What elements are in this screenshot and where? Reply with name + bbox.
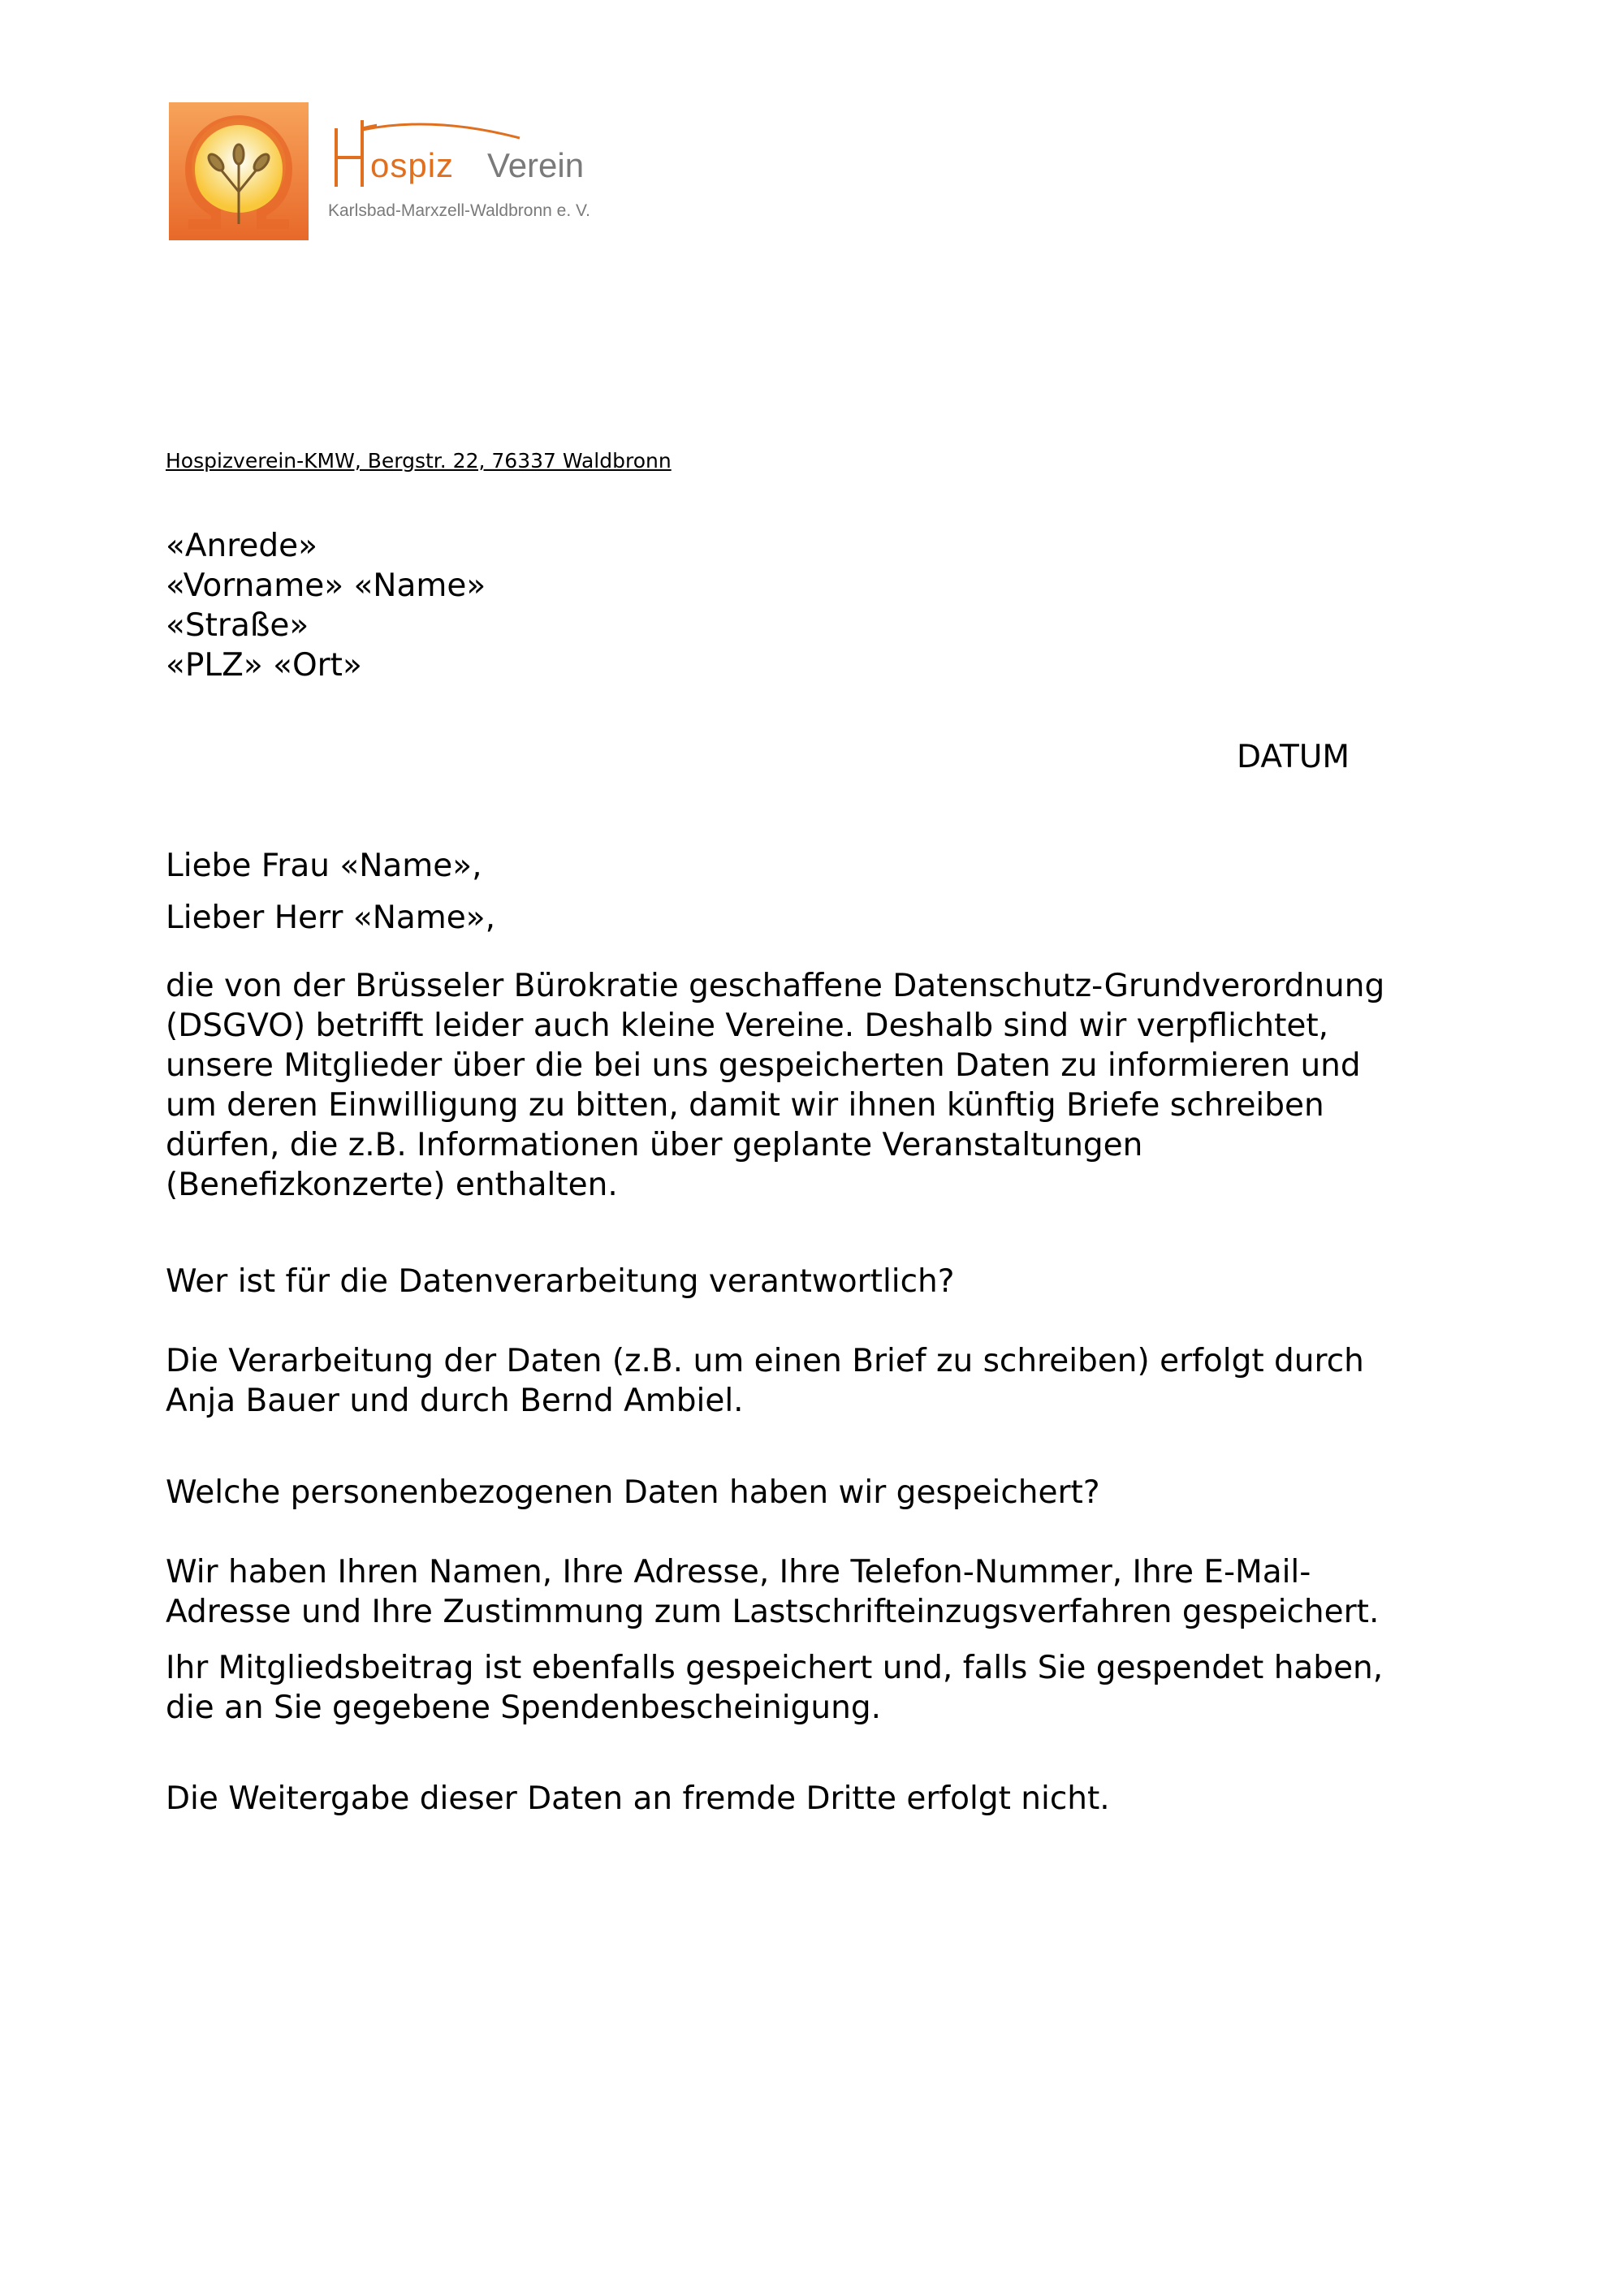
question-stored-data — [166, 1473, 1465, 1513]
paragraph-line: die an Sie gegebene Spendenbescheinigung. — [166, 1690, 881, 1726]
letter-date: DATUM — [1237, 739, 1350, 775]
organization-logo — [169, 102, 632, 240]
question-text: Welche personenbezogenen Daten haben wir gespeichert? — [166, 1474, 1100, 1511]
logo-text-verein: Verein — [487, 146, 585, 184]
paragraph-line: (Benefizkonzerte) enthalten. — [166, 1167, 618, 1203]
recipient-address — [166, 526, 486, 685]
greeting-male: Lieber Herr «Name», — [166, 900, 496, 936]
address-street: «Straße» — [166, 607, 309, 644]
greeting — [166, 840, 495, 944]
paragraph-line: dürfen, die z.B. Informationen über geplante Veranstaltungen — [166, 1127, 1143, 1163]
answer-responsibility — [166, 1341, 1465, 1421]
paragraph-line: um deren Einwilligung zu bitten, damit wir ihnen künftig Briefe schreiben — [166, 1087, 1324, 1124]
paragraph-line: (DSGVO) betrifft leider auch kleine Vereine. Deshalb sind wir verpflichtet, — [166, 1008, 1329, 1044]
logo-text-ospiz: ospiz — [370, 146, 455, 184]
closing-text: Die Weitergabe dieser Daten an fremde Dritte erfolgt nicht. — [166, 1780, 1110, 1817]
closing-statement — [166, 1779, 1465, 1819]
logo-swoosh — [361, 117, 523, 149]
greeting-female: Liebe Frau «Name», — [166, 848, 482, 884]
paragraph-line: Adresse und Ihre Zustimmung zum Lastschrifteinzugsverfahren gespeichert. — [166, 1594, 1380, 1630]
address-salutation: «Anrede» — [166, 528, 318, 564]
paragraph-line: unsere Mitglieder über die bei uns gespeicherten Daten zu informieren und — [166, 1047, 1361, 1084]
address-name: «Vorname» «Name» — [166, 568, 486, 604]
paragraph-line: die von der Brüsseler Bürokratie geschaffene Datenschutz-Grundverordnung — [166, 968, 1385, 1004]
paragraph-line: Wir haben Ihren Namen, Ihre Adresse, Ihre Telefon-Nummer, Ihre E-Mail- — [166, 1554, 1311, 1590]
address-city: «PLZ» «Ort» — [166, 647, 362, 684]
logo-subtitle: Karlsbad-Marxzell-Waldbronn e. V. — [328, 201, 590, 220]
logo-wordmark — [328, 117, 637, 190]
answer-stored-data — [166, 1552, 1465, 1632]
answer-membership-fee — [166, 1648, 1465, 1728]
sender-return-address: Hospizverein-KMW, Bergstr. 22, 76337 Waldbronn — [166, 449, 672, 473]
paragraph-line: Ihr Mitgliedsbeitrag ist ebenfalls gespeichert und, falls Sie gespendet haben, — [166, 1650, 1384, 1686]
paragraph-line: Die Verarbeitung der Daten (z.B. um einen Brief zu schreiben) erfolgt durch — [166, 1343, 1364, 1379]
question-responsibility — [166, 1262, 1465, 1301]
omega-wheat-logo-icon — [169, 102, 309, 240]
question-text: Wer ist für die Datenverarbeitung verantwortlich? — [166, 1263, 955, 1300]
intro-paragraph — [166, 966, 1465, 1205]
paragraph-line: Anja Bauer und durch Bernd Ambiel. — [166, 1383, 744, 1419]
